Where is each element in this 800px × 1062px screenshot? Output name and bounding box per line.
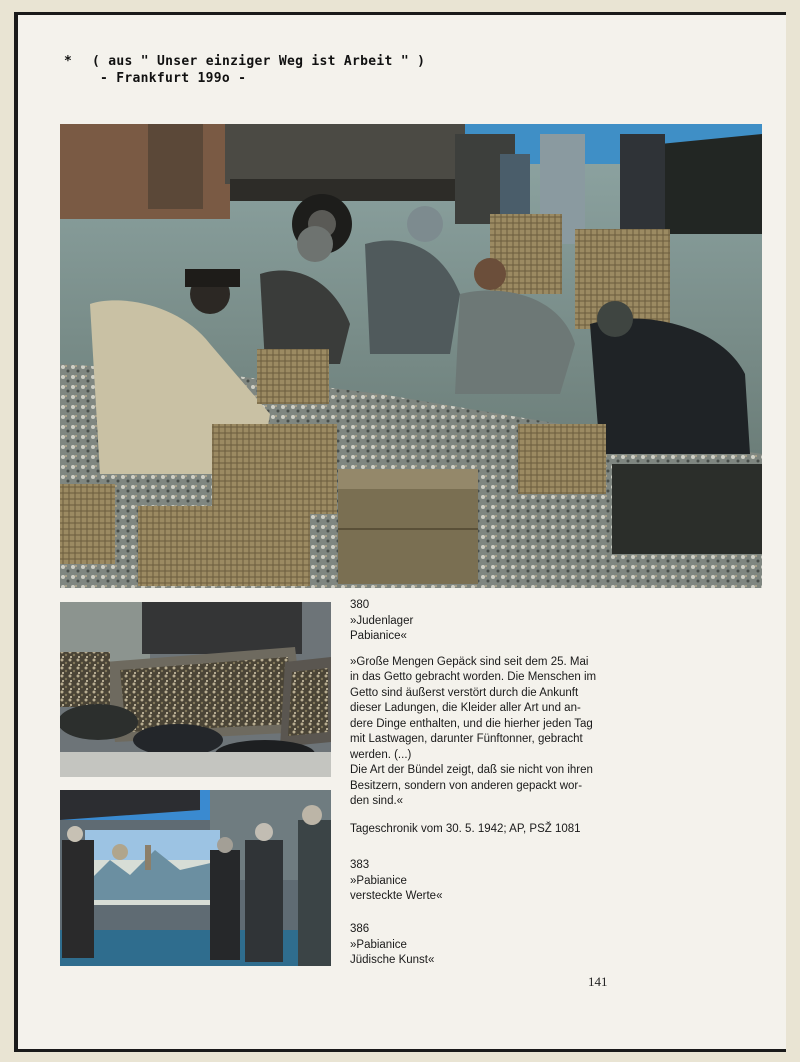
caption-380 xyxy=(350,598,650,837)
quote-line: den sind.« xyxy=(350,795,404,807)
caption-383-title-line2: versteckte Werte« xyxy=(350,890,443,902)
photo-386-art-painting xyxy=(60,790,331,966)
caption-386-title-line2: Jüdische Kunst« xyxy=(350,954,435,966)
caption-380-title-line1: »Judenlager xyxy=(350,614,414,627)
quote-line: Besitzern, sondern von anderen gepackt wor- xyxy=(350,779,583,792)
main-photo-illustration xyxy=(60,124,762,588)
caption-383-title-line1: »Pabianice xyxy=(350,874,407,887)
quote-line: »Große Mengen Gepäck sind seit dem 25. Mai xyxy=(350,655,589,668)
photo-383-illustration xyxy=(60,602,331,777)
quote-line: in das Getto gebracht worden. Die Menschen im xyxy=(350,671,597,683)
quote-line: Getto sind äußerst verstört durch die Ankunft xyxy=(350,686,579,699)
caption-386-title-line1: »Pabianice xyxy=(350,938,407,951)
header-source-place: - Frankfurt 199o - xyxy=(100,71,247,86)
header-star: * xyxy=(64,54,73,69)
caption-380-number: 380 xyxy=(350,599,370,611)
caption-380-quote xyxy=(350,655,650,810)
quote-line: werden. (...) xyxy=(350,748,412,761)
caption-383-number: 383 xyxy=(350,859,370,871)
quote-line: dieser Ladungen, die Kleider aller Art und an- xyxy=(350,702,581,714)
quote-line: dere Dinge enthalten, und die hierher jeden Tag xyxy=(350,717,593,730)
quote-line: Die Art der Bündel zeigt, daß sie nicht von ihren xyxy=(350,764,593,776)
caption-386 xyxy=(350,922,650,969)
photo-383-suitcase xyxy=(60,602,331,777)
main-photo-sorting-belongings xyxy=(60,124,762,588)
caption-380-title-line2: Pabianice« xyxy=(350,630,407,642)
quote-line: mit Lastwagen, darunter Fünftonner, gebracht xyxy=(350,733,583,745)
page-number: 141 xyxy=(588,974,608,989)
header-source-title: ( aus " Unser einziger Weg ist Arbeit " ) xyxy=(92,54,426,69)
caption-386-number: 386 xyxy=(350,923,370,935)
photo-386-illustration xyxy=(60,790,331,966)
caption-380-source: Tageschronik vom 30. 5. 1942; AP, PSŽ 1081 xyxy=(350,822,581,835)
caption-383 xyxy=(350,858,650,905)
